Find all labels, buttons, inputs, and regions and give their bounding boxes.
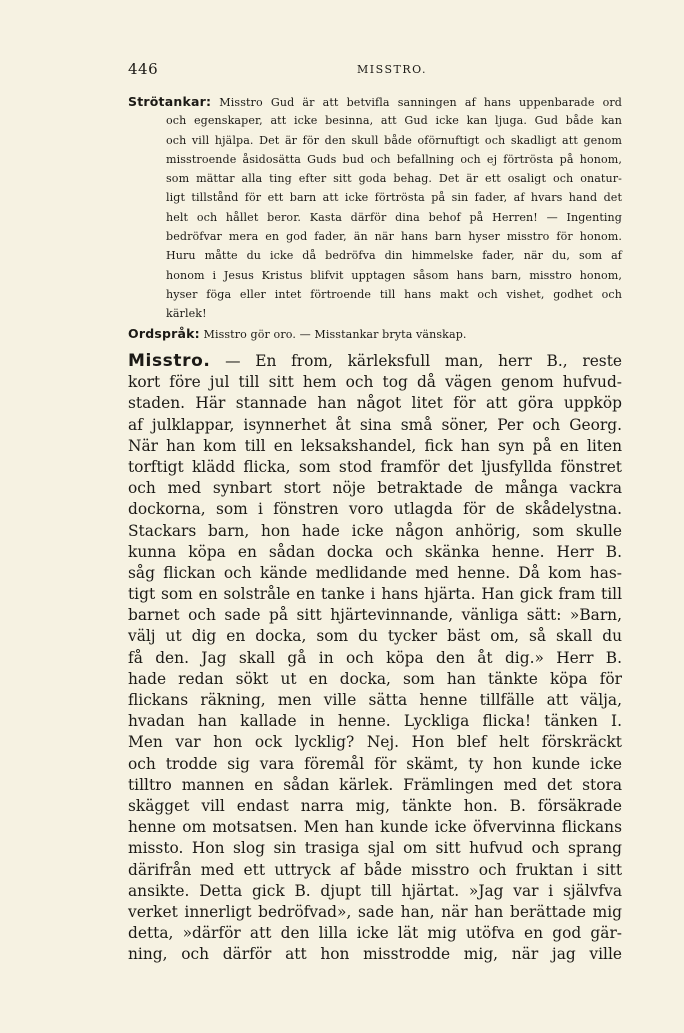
story-label: Misstro. [128, 351, 211, 371]
text-line: och egenskaper, att icke besinna, att Gud icke kan ljuga. Gud både kan [166, 114, 622, 128]
text-line: bedröfvar mera en god fader, än när hans barn hyser misstro för honom. [166, 230, 622, 244]
text-line: torftigt klädd flicka, som stod framför det ljusfyllda fönstret [128, 457, 622, 476]
text-line: därifrån med ett uttryck af både misstro och fruktan i sitt [128, 860, 622, 879]
text-line: ligt tillstånd för ett barn att icke förtrösta på sin fader, af hvars hand det [166, 191, 622, 205]
text-line: och vill hjälpa. Det är för den skull både oförnuftigt och skadligt att genom [166, 133, 622, 147]
strotankar-section [128, 92, 622, 343]
text-line: välj ut dig en docka, som du tycker bäst om, så skall du [128, 627, 622, 646]
text-line: ansikte. Detta gick B. djupt till hjärtat. »Jag var i självfva [128, 881, 622, 900]
story-first-line [128, 351, 622, 372]
page-number: 446 [128, 60, 159, 78]
text-line: såg flickan och kände medlidande med henne. Då kom has- [128, 563, 622, 582]
text-line: hyser föga eller intet förtroende till hans makt och vishet, godhet och [166, 287, 622, 301]
story-section [128, 351, 622, 965]
text-line: tigt som en solstråle en tanke i hans hjärta. Han gick fram till [128, 585, 622, 604]
text-line: ning, och därför att hon misstrodde mig, när jag ville [128, 945, 622, 964]
strotankar-label: Strötankar: [128, 94, 212, 109]
text-line: barnet och sade på sitt hjärtevinnande, vänliga sätt: »Barn, [128, 606, 622, 625]
ordsprak-text: Misstro gör oro. — Misstankar bryta vänskap. [203, 327, 467, 341]
text-line: honom i Jesus Kristus blifvit upptagen såsom hans barn, misstro honom, [166, 268, 622, 282]
text-line: kärlek! [166, 307, 207, 321]
strotankar-first-line [128, 92, 622, 111]
text-line: — En from, kärleksfull man, herr B., reste [225, 352, 622, 370]
text-line: och med synbart stort nöje betraktade de många vackra [128, 479, 622, 498]
text-line: flickans räkning, men ville sätta henne tillfälle att välja, [128, 691, 622, 709]
text-line: få den. Jag skall gå in och köpa den åt dig.» Herr B. [128, 648, 622, 667]
text-line: hvadan han kallade in henne. Lyckliga flicka! tänken I. [128, 712, 622, 731]
text-line: hade redan sökt ut en docka, som han tänkte köpa för [128, 669, 622, 688]
text-line: Huru måtte du icke då bedröfva din himmelske fader, när du, som af [166, 249, 622, 263]
text-line: som mättar alla ting efter sitt goda behag. Det är ett osaligt och onatur- [166, 172, 622, 186]
text-line: detta, »därför att den lilla icke lät mig utöfva en god gär- [128, 924, 622, 943]
text-line: staden. Här stannade han något litet för att göra uppköp [128, 394, 622, 413]
text-line: misstroende åsidosätta Guds bud och befallning och ej förtrösta på honom, [166, 152, 622, 166]
text-line: När han kom till en leksakshandel, fick han syn på en liten [128, 436, 622, 455]
ordsprak-label: Ordspråk: [128, 325, 200, 341]
ordsprak-line [128, 324, 622, 343]
text-line: Stackars barn, hon hade icke någon anhörig, som skulle [128, 521, 622, 540]
text-line: skägget vill endast narra mig, tänkte hon. B. försäkrade [128, 796, 622, 815]
text-line: missto. Hon slog sin trasiga sjal om sitt hufvud och sprang [128, 839, 622, 858]
running-head: MISSTRO. [357, 63, 427, 76]
text-line: kunna köpa en sådan docka och skänka henne. Herr B. [128, 542, 622, 561]
text-line: verket innerligt bedröfvad», sade han, när han berättade mig [128, 902, 622, 921]
page-header [128, 60, 656, 82]
text-line: Misstro Gud är att betvifla sanningen af hans uppenbarade ord [219, 96, 622, 109]
text-line: och trodde sig vara föremål för skämt, ty hon kunde icke [128, 754, 622, 773]
text-line: kort före jul till sitt hem och tog då vägen genom hufvud- [128, 373, 622, 392]
text-line: dockorna, som i fönstren voro utlagda för de skådelystna. [128, 500, 622, 519]
text-line: helt och hållet beror. Kasta därför dina behof på Herren! — Ingenting [166, 210, 622, 224]
text-line: Men var hon ock lycklig? Nej. Hon blef helt förskräckt [128, 733, 622, 752]
text-line: henne om motsatsen. Men han kunde icke öfvervinna flickans [128, 818, 622, 837]
text-line: af julklappar, isynnerhet åt sina små söner, Per och Georg. [128, 415, 622, 434]
text-line: tilltro mannen en sådan kärlek. Främlingen med det stora [128, 775, 622, 794]
